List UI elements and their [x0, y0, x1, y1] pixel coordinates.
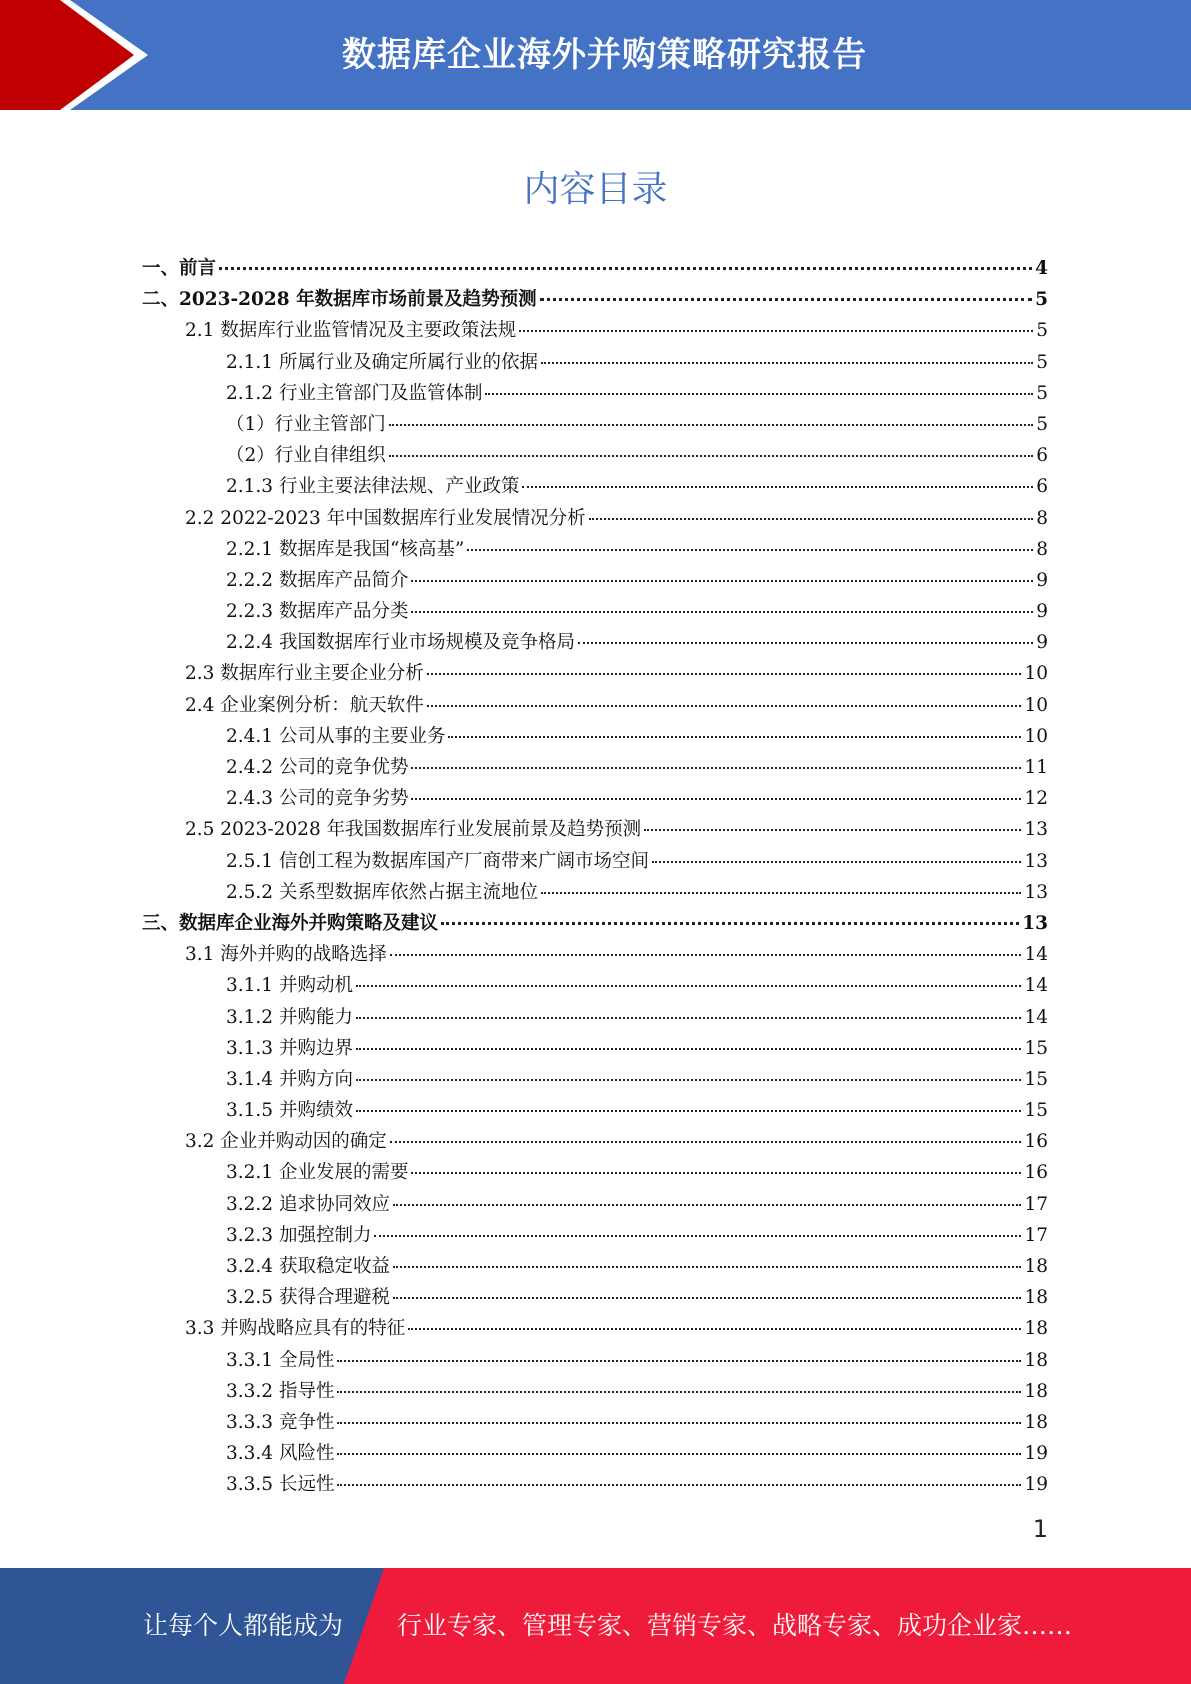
toc-entry-page: 5	[1036, 382, 1048, 404]
toc-dot-leader	[485, 393, 1033, 395]
toc-entry[interactable]	[142, 1034, 1048, 1065]
toc-dot-leader	[356, 1110, 1022, 1112]
toc-dot-leader	[390, 954, 1022, 956]
toc-entry-page: 16	[1024, 1162, 1048, 1184]
toc-entry-page: 15	[1024, 1037, 1048, 1059]
toc-entry[interactable]	[142, 504, 1048, 535]
footer-slogan-right: 行业专家、管理专家、营销专家、战略专家、成功企业家……	[397, 1611, 1073, 1640]
toc-entry[interactable]	[142, 1377, 1048, 1408]
toc-entry-label: 2.1.1 所属行业及确定所属行业的依据	[226, 351, 538, 373]
toc-entry-label: 3.2.4 获取稳定收益	[226, 1256, 390, 1277]
toc-entry-page: 18	[1024, 1380, 1048, 1402]
toc-entry[interactable]	[142, 1003, 1048, 1034]
toc-entry-label: 二、2023-2028 年数据库市场前景及趋势预测	[142, 289, 537, 311]
toc-entry[interactable]	[142, 1408, 1048, 1439]
toc-entry-page: 13	[1024, 850, 1048, 872]
toc-entry[interactable]	[142, 1221, 1048, 1252]
toc-dot-leader	[356, 1048, 1022, 1050]
toc-entry-page: 19	[1024, 1443, 1048, 1465]
toc-entry-page: 10	[1024, 725, 1048, 747]
footer-slogan-left: 让每个人都能成为	[143, 1611, 344, 1640]
toc-entry[interactable]	[142, 1283, 1048, 1314]
toc-entry-label: 三、数据库企业海外并购策略及建议	[142, 912, 439, 934]
toc-dot-leader	[411, 767, 1021, 769]
footer-banner	[0, 1568, 1191, 1684]
toc-entry-label: 2.1.2 行业主管部门及监管体制	[226, 382, 483, 404]
toc-entry[interactable]	[142, 410, 1048, 441]
toc-entry[interactable]	[142, 379, 1048, 410]
toc-entry-page: 9	[1036, 601, 1048, 623]
toc-entry-page: 4	[1035, 258, 1048, 279]
toc-dot-leader	[427, 705, 1022, 707]
toc-entry-page: 18	[1024, 1318, 1048, 1340]
toc-dot-leader	[589, 518, 1034, 520]
toc-dot-leader	[337, 1484, 1021, 1486]
toc-entry-page: 5	[1036, 413, 1048, 435]
toc-entry[interactable]	[142, 784, 1048, 815]
toc-entry-label: 2.4 企业案例分析：航天软件	[185, 694, 424, 716]
toc-entry-label: 2.1.3 行业主要法律法规、产业政策	[226, 476, 520, 498]
toc-entry-page: 8	[1036, 538, 1048, 560]
toc-entry-label: 3.3 并购战略应具有的特征	[185, 1318, 406, 1340]
toc-dot-leader	[411, 1172, 1021, 1174]
toc-entry-page: 13	[1024, 881, 1048, 903]
toc-entry-page: 9	[1036, 632, 1048, 654]
toc-dot-leader	[644, 829, 1021, 831]
toc-dot-leader	[411, 611, 1033, 613]
toc-entry-label: 3.2.2 追求协同效应	[226, 1193, 390, 1215]
toc-entry-label: 3.2.3 加强控制力	[226, 1224, 372, 1246]
page-number: 1	[1032, 1515, 1048, 1543]
table-of-contents	[142, 254, 1048, 1502]
toc-entry-page: 12	[1024, 788, 1048, 810]
toc-dot-leader	[427, 673, 1022, 675]
toc-entry-page: 10	[1024, 663, 1048, 685]
toc-entry-label: 2.4.1 公司从事的主要业务	[226, 725, 446, 747]
report-title: 数据库企业海外并购策略研究报告	[342, 35, 867, 75]
toc-entry-label: 2.4.2 公司的竞争优势	[226, 757, 409, 778]
toc-entry[interactable]	[142, 1470, 1048, 1501]
toc-entry-page: 14	[1024, 944, 1048, 966]
toc-entry-page: 8	[1036, 507, 1048, 529]
toc-entry-label: 2.5.2 关系型数据库依然占据主流地位	[226, 881, 538, 903]
toc-entry[interactable]	[142, 254, 1048, 285]
toc-dot-leader	[578, 642, 1033, 644]
toc-entry-label: 3.1.2 并购能力	[226, 1006, 353, 1028]
toc-entry-label: （1）行业主管部门	[226, 413, 386, 435]
toc-dot-leader	[356, 1017, 1022, 1019]
toc-entry-label: 3.3.3 竞争性	[226, 1411, 335, 1433]
toc-entry[interactable]	[142, 566, 1048, 597]
toc-entry-page: 14	[1024, 1006, 1048, 1028]
toc-entry[interactable]	[142, 847, 1048, 878]
toc-dot-leader	[356, 985, 1022, 987]
toc-entry-label: 3.2 企业并购动因的确定	[185, 1131, 387, 1153]
toc-dot-leader	[441, 922, 1019, 925]
toc-entry[interactable]	[142, 1065, 1048, 1096]
toc-entry-label: 2.5 2023-2028 年我国数据库行业发展前景及趋势预测	[185, 819, 642, 841]
toc-entry-label: 2.5.1 信创工程为数据库国产厂商带来广阔市场空间	[226, 850, 649, 872]
toc-entry[interactable]	[142, 1314, 1048, 1345]
toc-entry[interactable]	[142, 659, 1048, 690]
toc-dot-leader	[467, 549, 1033, 551]
toc-dot-leader	[219, 267, 1032, 270]
toc-entry-label: （2）行业自律组织	[226, 445, 386, 467]
toc-entry-page: 5	[1035, 289, 1048, 311]
toc-entry[interactable]	[142, 971, 1048, 1002]
toc-entry-page: 17	[1024, 1193, 1048, 1215]
toc-entry[interactable]	[142, 878, 1048, 909]
toc-dot-leader	[411, 798, 1021, 800]
toc-dot-leader	[652, 861, 1021, 863]
toc-dot-leader	[448, 736, 1021, 738]
toc-entry[interactable]	[142, 940, 1048, 971]
toc-dot-leader	[389, 455, 1033, 457]
toc-entry[interactable]	[142, 1252, 1048, 1283]
toc-dot-leader	[393, 1297, 1021, 1299]
toc-entry-label: 2.2 2022-2023 年中国数据库行业发展情况分析	[185, 507, 586, 529]
toc-entry-label: 3.3.5 长远性	[226, 1474, 335, 1496]
toc-entry-label: 2.2.1 数据库是我国“核高基”	[226, 538, 465, 560]
toc-entry-page: 5	[1036, 351, 1048, 373]
toc-entry[interactable]	[142, 535, 1048, 566]
toc-entry[interactable]	[142, 472, 1048, 503]
toc-dot-leader	[356, 1079, 1022, 1081]
toc-entry[interactable]	[142, 815, 1048, 846]
toc-dot-leader	[337, 1422, 1021, 1424]
toc-entry[interactable]	[142, 628, 1048, 659]
toc-entry-page: 17	[1024, 1224, 1048, 1246]
toc-entry-label: 3.1 海外并购的战略选择	[185, 944, 387, 966]
toc-dot-leader	[408, 1328, 1021, 1330]
toc-entry[interactable]	[142, 691, 1048, 722]
toc-entry-label: 2.1 数据库行业监管情况及主要政策法规	[185, 320, 517, 342]
toc-entry-page: 18	[1024, 1411, 1048, 1433]
toc-entry[interactable]	[142, 348, 1048, 379]
toc-entry-label: 3.3.4 风险性	[226, 1443, 335, 1465]
toc-entry-page: 6	[1036, 445, 1048, 467]
toc-entry-page: 6	[1036, 476, 1048, 498]
toc-entry[interactable]	[142, 441, 1048, 472]
toc-dot-leader	[393, 1204, 1021, 1206]
toc-entry-label: 3.1.3 并购边界	[226, 1037, 353, 1059]
toc-entry-label: 一、前言	[142, 258, 217, 279]
toc-dot-leader	[390, 1141, 1022, 1143]
toc-entry-page: 19	[1024, 1474, 1048, 1496]
toc-entry-page: 18	[1024, 1256, 1048, 1277]
toc-dot-leader	[522, 486, 1033, 488]
toc-entry-page: 13	[1024, 819, 1048, 841]
toc-entry-label: 2.2.3 数据库产品分类	[226, 601, 409, 623]
toc-entry[interactable]	[142, 1096, 1048, 1127]
toc-entry-page: 18	[1024, 1287, 1048, 1309]
toc-entry-label: 2.2.4 我国数据库行业市场规模及竞争格局	[226, 632, 575, 654]
toc-entry[interactable]	[142, 1439, 1048, 1470]
toc-entry-page: 9	[1036, 569, 1048, 591]
toc-dot-leader	[411, 580, 1033, 582]
toc-entry-label: 3.2.5 获得合理避税	[226, 1287, 390, 1309]
toc-dot-leader	[541, 362, 1033, 364]
toc-entry-page: 16	[1024, 1131, 1048, 1153]
toc-heading: 内容目录	[523, 169, 668, 210]
toc-entry-page: 15	[1024, 1068, 1048, 1090]
toc-entry-label: 3.3.2 指导性	[226, 1380, 335, 1402]
toc-dot-leader	[337, 1391, 1021, 1393]
toc-entry[interactable]	[142, 1190, 1048, 1221]
toc-entry-label: 2.4.3 公司的竞争劣势	[226, 788, 409, 810]
toc-dot-leader	[337, 1360, 1021, 1362]
toc-entry[interactable]	[142, 753, 1048, 784]
toc-entry-page: 5	[1036, 320, 1048, 342]
toc-entry-page: 14	[1024, 975, 1048, 997]
toc-dot-leader	[389, 424, 1033, 426]
toc-entry[interactable]	[142, 1127, 1048, 1158]
toc-entry-page: 18	[1024, 1349, 1048, 1371]
toc-entry[interactable]	[142, 597, 1048, 628]
toc-entry-page: 10	[1024, 694, 1048, 716]
toc-entry-label: 3.1.1 并购动机	[226, 975, 353, 997]
toc-entry-label: 3.2.1 企业发展的需要	[226, 1162, 409, 1184]
toc-entry-page: 15	[1024, 1100, 1048, 1122]
header-banner	[0, 0, 1191, 110]
toc-dot-leader	[374, 1235, 1021, 1237]
toc-entry-page: 11	[1024, 757, 1048, 778]
toc-entry[interactable]	[142, 285, 1048, 316]
toc-dot-leader	[393, 1266, 1021, 1268]
toc-entry-label: 3.1.4 并购方向	[226, 1068, 353, 1090]
toc-entry[interactable]	[142, 1158, 1048, 1189]
toc-entry-label: 3.3.1 全局性	[226, 1349, 335, 1371]
toc-entry-label: 3.1.5 并购绩效	[226, 1100, 353, 1122]
toc-entry-label: 2.2.2 数据库产品简介	[226, 569, 409, 591]
toc-entry[interactable]	[142, 316, 1048, 347]
toc-dot-leader	[541, 892, 1021, 894]
toc-entry[interactable]	[142, 722, 1048, 753]
toc-entry[interactable]	[142, 909, 1048, 940]
toc-entry-page: 13	[1022, 912, 1048, 934]
toc-dot-leader	[337, 1453, 1021, 1455]
toc-entry-label: 2.3 数据库行业主要企业分析	[185, 663, 424, 685]
toc-entry[interactable]	[142, 1346, 1048, 1377]
toc-dot-leader	[519, 330, 1033, 332]
toc-dot-leader	[540, 298, 1033, 301]
